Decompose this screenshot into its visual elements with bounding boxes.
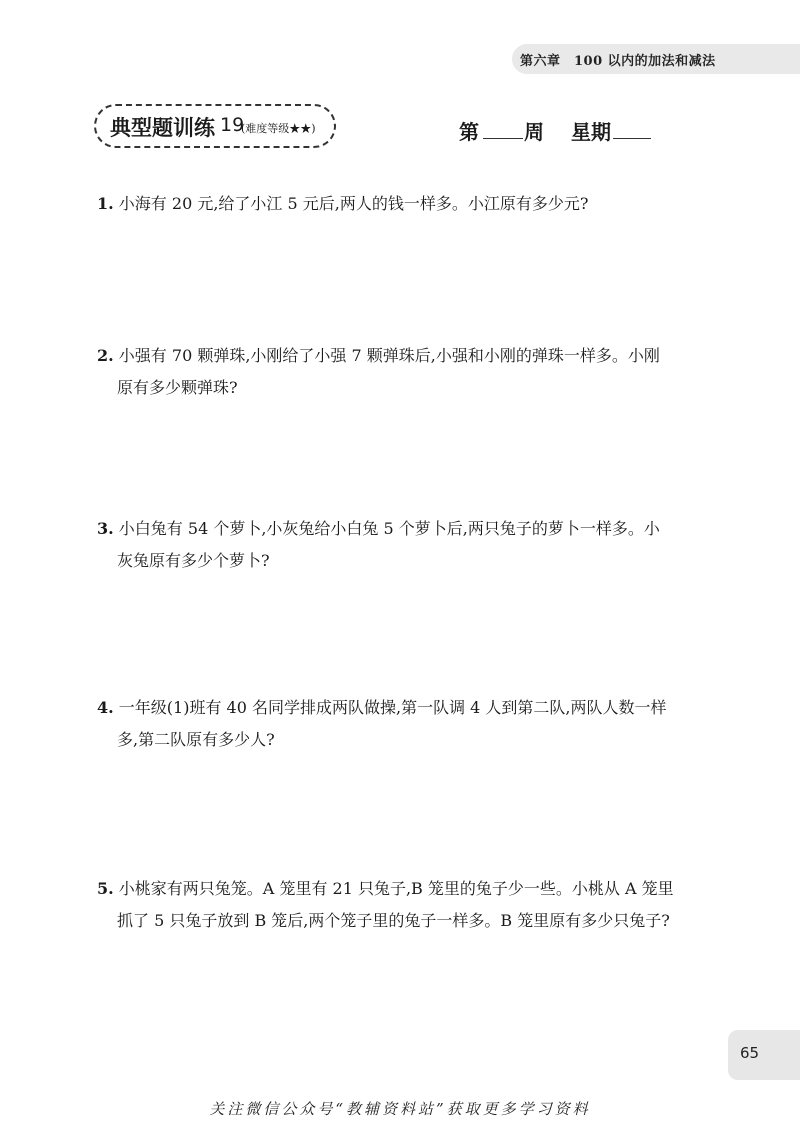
question-text-cont: 多,第二队原有多少人? [117, 730, 275, 749]
difficulty-label: (难度等级★★) [241, 122, 316, 135]
page-number: 65 [740, 1044, 760, 1062]
question-2 [97, 340, 727, 404]
exercise-number: 19 [220, 114, 245, 136]
question-4 [97, 692, 727, 756]
page-number-tab [728, 1030, 800, 1080]
exercise-title: 典型题训练 [110, 116, 215, 140]
weekday-blank [613, 138, 651, 139]
week-blank [483, 138, 523, 139]
question-text-cont: 灰兔原有多少个萝卜? [117, 551, 270, 570]
question-text: 一年级(1)班有 40 名同学排成两队做操,第一队调 4 人到第二队,两队人数一样 [118, 698, 667, 717]
question-number: 4. [97, 698, 114, 717]
question-number: 3. [97, 519, 114, 538]
footer-watermark: 关注微信公众号“教辅资料站”获取更多学习资料 [209, 1100, 591, 1118]
weekday-label: 星期 [571, 120, 611, 144]
week-label-di: 第 [459, 120, 479, 144]
question-number: 1. [97, 194, 114, 213]
question-number: 5. [97, 879, 114, 898]
chapter-header: 第六章 100 以内的加法和减法 [520, 54, 716, 69]
question-number: 2. [97, 346, 114, 365]
question-text: 小桃家有两只兔笼。A 笼里有 21 只兔子,B 笼里的兔子少一些。小桃从 A 笼里 [118, 879, 674, 898]
question-3 [97, 513, 727, 577]
question-text-cont: 原有多少颗弹珠? [117, 378, 238, 397]
question-text: 小白兔有 54 个萝卜,小灰兔给小白兔 5 个萝卜后,两只兔子的萝卜一样多。小 [118, 519, 660, 538]
question-text: 小强有 70 颗弹珠,小刚给了小强 7 颗弹珠后,小强和小刚的弹珠一样多。小刚 [118, 346, 660, 365]
question-5 [97, 873, 727, 937]
question-text: 小海有 20 元,给了小江 5 元后,两人的钱一样多。小江原有多少元? [118, 194, 589, 213]
week-label-zhou: 周 [524, 120, 544, 144]
question-text-cont: 抓了 5 只兔子放到 B 笼后,两个笼子里的兔子一样多。B 笼里原有多少只兔子? [117, 911, 670, 930]
question-1 [97, 188, 727, 220]
